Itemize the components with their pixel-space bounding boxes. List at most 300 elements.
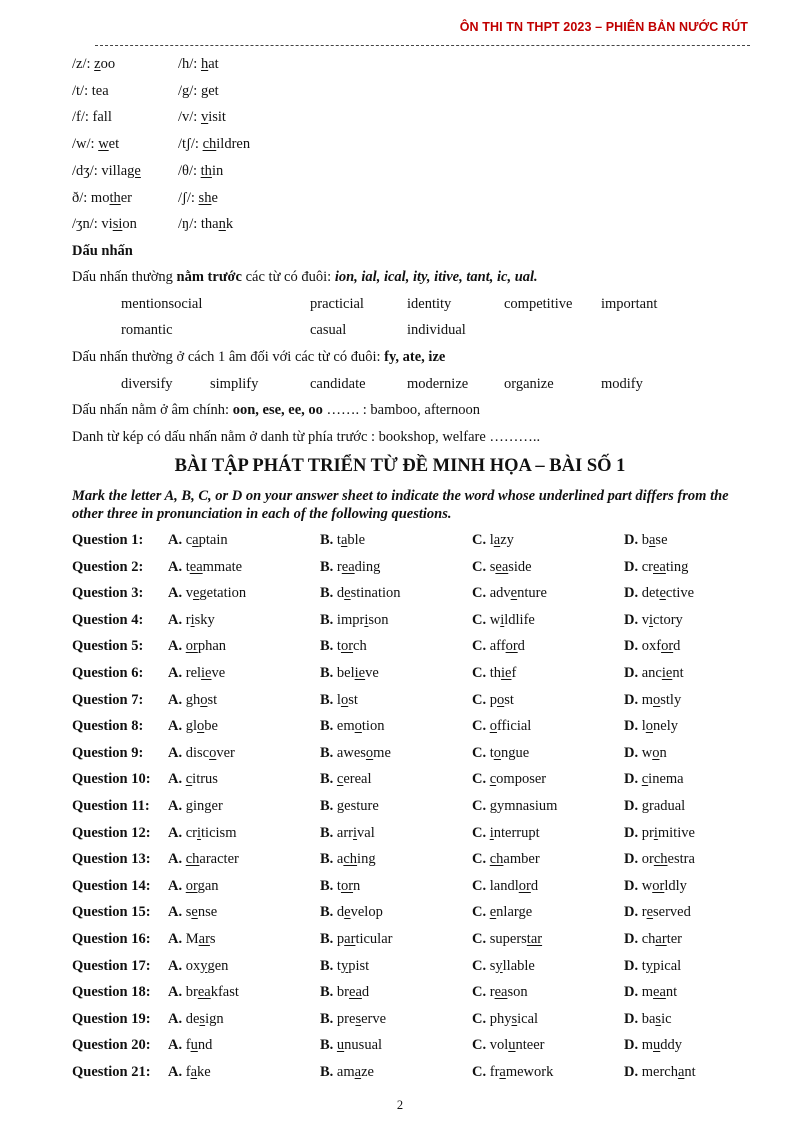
phonetic-symbol: /h/: hat [178, 56, 219, 72]
underlined-part: or [661, 638, 674, 655]
underlined-part: si [112, 216, 123, 233]
rule1-pre: Dấu nhấn thường [72, 269, 177, 285]
underlined-part: o [493, 744, 502, 761]
underlined-part: th [109, 189, 121, 206]
option-letter: C. [472, 957, 487, 974]
option-word: tongue [489, 744, 530, 761]
underlined-part: e [191, 904, 198, 921]
answer-option [168, 825, 236, 842]
option-letter: B. [320, 638, 334, 655]
option-word: lazy [489, 532, 514, 548]
underlined-part: ge [127, 162, 141, 179]
underlined-part: e [510, 585, 518, 602]
option-word: believe [336, 665, 379, 681]
underlined-part: ar [655, 931, 667, 947]
option-letter: C. [472, 824, 487, 841]
option-word: ginger [185, 798, 223, 814]
option-letter: B. [320, 532, 334, 548]
option-letter: A. [168, 824, 183, 841]
option-word: official [489, 718, 532, 735]
header-divider [95, 45, 750, 46]
option-word: arrival [336, 824, 375, 841]
option-letter: B. [320, 798, 334, 814]
question-label: Question 19: [72, 1010, 151, 1027]
option-word: develop [336, 904, 383, 921]
phonetic-symbol: /ʃ/: she [178, 189, 218, 206]
rule3-pre: Dấu nhấn nằm ở âm chính: [72, 402, 233, 418]
underlined-part: ie [354, 665, 366, 681]
option-letter: B. [320, 931, 334, 947]
option-letter: C. [472, 877, 487, 894]
option-word: meant [641, 984, 678, 1001]
option-letter: B. [320, 1010, 334, 1027]
option-word: lost [336, 691, 358, 708]
option-letter: C. [472, 798, 487, 814]
option-letter: B. [320, 558, 334, 575]
rule1-endings: ion, ial, ical, ity, itive, tant, ic, ual. [334, 269, 538, 285]
underlined-part: sh [198, 189, 212, 206]
phonetic-symbol: /θ/: thin [178, 162, 224, 179]
example-word: practicial [310, 296, 364, 312]
option-letter: A. [168, 957, 183, 974]
option-letter: B. [320, 984, 334, 1001]
option-letter: D. [624, 771, 639, 788]
answer-option [168, 878, 219, 895]
option-word: reason [489, 984, 528, 1001]
underlined-part: a [192, 532, 199, 548]
answer-option [472, 638, 525, 655]
answer-option [320, 931, 392, 948]
answer-option [624, 745, 667, 762]
answer-option [320, 665, 379, 682]
option-word: oxygen [185, 957, 229, 974]
option-word: post [489, 691, 514, 708]
answer-option [320, 851, 376, 868]
option-word: worldly [641, 877, 687, 894]
option-letter: D. [624, 877, 639, 894]
option-word: fund [185, 1037, 213, 1054]
option-word: gradual [641, 798, 686, 814]
option-word: muddy [641, 1037, 683, 1054]
underlined-part: a [190, 1064, 198, 1080]
question-row [72, 958, 772, 978]
underlined-part: ar [198, 931, 210, 947]
option-word: merchant [641, 1064, 696, 1080]
example-word: diversify [121, 376, 173, 392]
underlined-part: c [336, 771, 344, 788]
question-label: Question 15: [72, 904, 151, 921]
underlined-part: or [340, 638, 354, 655]
option-word: chamber [489, 851, 540, 868]
option-word: ancient [641, 665, 684, 681]
option-letter: A. [168, 585, 183, 602]
option-word: particular [336, 931, 393, 947]
question-label: Question 5: [72, 638, 144, 655]
option-letter: B. [320, 585, 334, 602]
answer-option [320, 798, 379, 815]
answer-option [472, 559, 532, 576]
example-word: romantic [121, 322, 173, 338]
answer-option [168, 904, 217, 921]
answer-option [472, 718, 531, 735]
option-word: relieve [185, 665, 226, 681]
option-word: charter [641, 931, 682, 947]
option-letter: A. [168, 984, 183, 1001]
option-letter: B. [320, 691, 334, 708]
answer-option [472, 612, 535, 629]
underlined-part: ch [489, 851, 504, 868]
option-letter: D. [624, 824, 639, 841]
phonetic-symbol: /ʒn/: vision [72, 216, 137, 233]
underlined-part: s [655, 1010, 662, 1027]
answer-option [624, 1037, 682, 1054]
example-word: competitive [504, 296, 573, 312]
question-label: Question 16: [72, 931, 151, 947]
underlined-part: z [94, 56, 101, 72]
phonetic-symbol: /z/: zoo [72, 56, 116, 72]
option-word: superstar [489, 931, 543, 947]
question-label: Question 14: [72, 877, 151, 894]
option-letter: B. [320, 824, 334, 841]
example-word: organize [504, 376, 554, 392]
phonetic-symbol: /t/: tea [72, 82, 109, 99]
option-word: globe [185, 718, 218, 735]
option-letter: B. [320, 611, 334, 628]
underlined-part: or [185, 877, 198, 894]
option-letter: A. [168, 744, 183, 761]
option-letter: B. [320, 771, 334, 788]
option-word: criticism [185, 824, 237, 841]
stress-heading [72, 243, 133, 260]
question-label: Question 11: [72, 798, 150, 814]
option-word: citrus [185, 771, 218, 788]
answer-option [472, 771, 546, 788]
option-word: primitive [641, 824, 695, 841]
question-row [72, 532, 772, 552]
example-word: important [601, 296, 658, 312]
option-word: physical [489, 1010, 539, 1027]
underlined-part: o [197, 718, 205, 735]
option-word: adventure [489, 585, 547, 602]
option-letter: A. [168, 1010, 183, 1027]
option-word: wildlife [489, 611, 535, 628]
option-word: vegetation [185, 585, 247, 602]
option-letter: D. [624, 558, 639, 575]
question-label: Question 13: [72, 851, 151, 868]
answer-option [624, 612, 683, 629]
option-word: sense [185, 904, 218, 921]
underlined-part: o [200, 691, 208, 708]
question-label: Question 10: [72, 771, 151, 788]
answer-option [320, 878, 360, 895]
option-word: reserved [641, 904, 691, 921]
answer-option [472, 825, 540, 842]
question-row [72, 612, 772, 632]
option-word: bread [336, 984, 370, 1001]
option-letter: D. [624, 691, 639, 708]
option-letter: C. [472, 665, 487, 681]
underlined-part: o [489, 718, 497, 735]
answer-option [624, 825, 695, 842]
underlined-part: h [200, 56, 209, 72]
question-row [72, 798, 772, 818]
option-word: unusual [336, 1037, 383, 1054]
example-word: simplify [210, 376, 259, 392]
answer-option [472, 665, 516, 682]
option-word: lonely [641, 718, 678, 735]
option-word: Mars [185, 931, 216, 947]
option-letter: A. [168, 771, 183, 788]
answer-option [624, 718, 678, 735]
option-letter: D. [624, 904, 639, 921]
underlined-part: w [98, 136, 109, 153]
option-letter: C. [472, 585, 487, 602]
question-row [72, 984, 772, 1004]
option-letter: B. [320, 744, 334, 761]
option-letter: B. [320, 957, 334, 974]
option-word: gymnasium [489, 798, 558, 814]
answer-option [168, 532, 228, 549]
option-letter: A. [168, 558, 183, 575]
answer-option [624, 878, 687, 895]
answer-option [472, 984, 528, 1001]
option-letter: D. [624, 984, 639, 1001]
underlined-part: n [218, 216, 226, 233]
phonetic-symbol: /f/: fall [72, 109, 112, 126]
option-letter: C. [472, 984, 487, 1001]
option-letter: C. [472, 851, 487, 868]
option-word: amaze [336, 1064, 374, 1080]
option-letter: D. [624, 585, 639, 602]
option-letter: B. [320, 877, 334, 894]
underlined-part: g [336, 798, 345, 814]
option-word: table [336, 532, 366, 548]
answer-option [320, 1011, 386, 1028]
option-letter: D. [624, 798, 639, 814]
option-letter: A. [168, 931, 183, 947]
option-letter: C. [472, 532, 487, 548]
underlined-part: or [340, 877, 354, 894]
answer-option [168, 718, 218, 735]
option-word: orphan [185, 638, 227, 655]
example-word: modernize [407, 376, 469, 392]
underlined-part: y [495, 957, 503, 974]
question-row [72, 1011, 772, 1031]
underlined-part: th [200, 162, 212, 179]
underlined-part: i [190, 611, 195, 628]
option-word: victory [641, 611, 683, 628]
underlined-part: o [653, 691, 661, 708]
underlined-part: i [364, 611, 369, 628]
answer-option [320, 904, 383, 921]
underlined-part: y [645, 957, 654, 974]
answer-option [168, 559, 242, 576]
answer-option [320, 692, 358, 709]
stress-rule-1 [72, 269, 538, 286]
option-letter: C. [472, 611, 487, 628]
option-word: preserve [336, 1010, 387, 1027]
option-word: captain [185, 532, 228, 548]
underlined-part: i [653, 824, 658, 841]
underlined-part: ea [341, 558, 355, 575]
answer-option [168, 984, 239, 1001]
question-row [72, 585, 772, 605]
option-word: orchestra [641, 851, 695, 868]
underlined-part: i [648, 611, 654, 628]
underlined-part: ea [494, 984, 508, 1001]
option-letter: A. [168, 851, 183, 868]
answer-option [472, 692, 514, 709]
question-row [72, 771, 772, 791]
underlined-part: s [355, 1010, 362, 1027]
answer-option [472, 532, 514, 549]
example-word: candidate [310, 376, 366, 392]
question-row [72, 931, 772, 951]
underlined-part: g [489, 798, 497, 814]
answer-option [624, 638, 680, 655]
underlined-part: ch [202, 136, 217, 153]
option-letter: A. [168, 611, 183, 628]
option-letter: C. [472, 931, 487, 947]
rule3-post: ……. : bamboo, afternoon [322, 402, 480, 418]
underlined-part: i [353, 824, 358, 841]
option-word: discover [185, 744, 235, 761]
option-letter: B. [320, 665, 334, 681]
option-letter: D. [624, 611, 639, 628]
answer-option [472, 745, 529, 762]
underlined-part: i [197, 824, 202, 841]
option-letter: A. [168, 638, 183, 655]
underlined-part: e [659, 585, 666, 602]
answer-option [168, 612, 215, 629]
option-word: ghost [185, 691, 218, 708]
underlined-part: e [192, 585, 200, 602]
answer-option [624, 904, 691, 921]
underlined-part: e [646, 904, 654, 921]
question-label: Question 21: [72, 1064, 151, 1080]
option-letter: C. [472, 691, 487, 708]
question-label: Question 20: [72, 1037, 151, 1054]
answer-option [320, 1037, 382, 1054]
underlined-part: i [500, 611, 505, 628]
option-word: aching [336, 851, 376, 868]
option-word: detective [641, 585, 695, 602]
option-letter: C. [472, 638, 487, 655]
option-word: cinema [641, 771, 684, 788]
option-word: emotion [336, 718, 385, 735]
question-label: Question 12: [72, 824, 151, 841]
question-label: Question 7: [72, 691, 144, 708]
question-label: Question 3: [72, 585, 144, 602]
answer-option [320, 825, 375, 842]
answer-option [320, 559, 380, 576]
underlined-part: ea [349, 984, 362, 1001]
question-label: Question 8: [72, 718, 144, 735]
answer-option [320, 718, 384, 735]
option-word: oxford [641, 638, 681, 655]
answer-option [168, 931, 216, 948]
answer-option [472, 585, 547, 602]
question-label: Question 9: [72, 744, 144, 761]
question-row [72, 878, 772, 898]
answer-option [320, 984, 369, 1001]
answer-option [320, 1064, 374, 1081]
option-letter: D. [624, 957, 639, 974]
underlined-part: c [185, 771, 193, 788]
option-word: afford [489, 638, 525, 655]
option-word: basic [641, 1010, 672, 1027]
underlined-part: or [185, 638, 198, 655]
answer-option [624, 559, 688, 576]
option-letter: D. [624, 1064, 639, 1080]
option-letter: A. [168, 691, 183, 708]
question-label: Question 17: [72, 957, 151, 974]
question-row [72, 1037, 772, 1057]
answer-option [624, 585, 694, 602]
rule2-pre: Dấu nhấn thường ở cách 1 âm đối với các từ có đuôi: [72, 349, 385, 365]
underlined-part: o [340, 691, 349, 708]
option-letter: C. [472, 771, 487, 788]
option-word: typical [641, 957, 682, 974]
answer-option [624, 931, 682, 948]
answer-option [168, 958, 228, 975]
answer-option [624, 851, 695, 868]
option-word: won [641, 744, 667, 761]
underlined-part: ea [495, 558, 509, 575]
option-letter: A. [168, 798, 183, 814]
question-row [72, 638, 772, 658]
question-label: Question 6: [72, 665, 144, 681]
underlined-part: o [354, 718, 362, 735]
answer-option [472, 1037, 545, 1054]
stress-rule-2 [72, 349, 445, 366]
example-word: identity [407, 296, 452, 312]
phonetic-symbol: /ŋ/: thank [178, 216, 234, 233]
option-word: imprison [336, 611, 389, 628]
option-word: cereal [336, 771, 372, 788]
underlined-part: ch [343, 851, 358, 868]
rule2-endings: fy, ate, ize [384, 349, 446, 365]
answer-option [472, 958, 535, 975]
option-letter: C. [472, 718, 487, 735]
phonetic-symbol: /dʒ/: village [72, 162, 141, 179]
option-word: fake [185, 1064, 211, 1080]
underlined-part: u [336, 1037, 345, 1054]
example-word: modify [601, 376, 643, 392]
page-header-title: ÔN THI TN THPT 2023 – PHIÊN BẢN NƯỚC RÚT [459, 20, 748, 34]
example-word: individual [407, 322, 466, 338]
option-word: thief [489, 665, 517, 681]
answer-option [320, 745, 391, 762]
underlined-part: y [340, 957, 349, 974]
example-word: mentionsocial [121, 296, 203, 312]
option-word: landlord [489, 877, 539, 894]
exercise-instruction: Mark the letter A, B, C, or D on your answer sheet to indicate the word whose underlined part differs from the other three in pronunciation in each of the following questions. [72, 488, 729, 522]
question-row [72, 851, 772, 871]
question-row [72, 559, 772, 579]
option-letter: A. [168, 904, 183, 921]
option-letter: B. [320, 1037, 334, 1054]
option-letter: D. [624, 931, 639, 947]
exercise-title: BÀI TẬP PHÁT TRIỂN TỪ ĐỀ MINH HỌA – BÀI SỐ 1 [174, 456, 626, 476]
example-word: casual [310, 322, 347, 338]
option-word: creating [641, 558, 689, 575]
answer-option [624, 1011, 672, 1028]
option-letter: D. [624, 532, 639, 548]
underlined-part: ie [661, 665, 673, 681]
rule1-bold: nằm trước [176, 269, 242, 285]
phonetic-symbol: /tʃ/: children [178, 136, 251, 153]
